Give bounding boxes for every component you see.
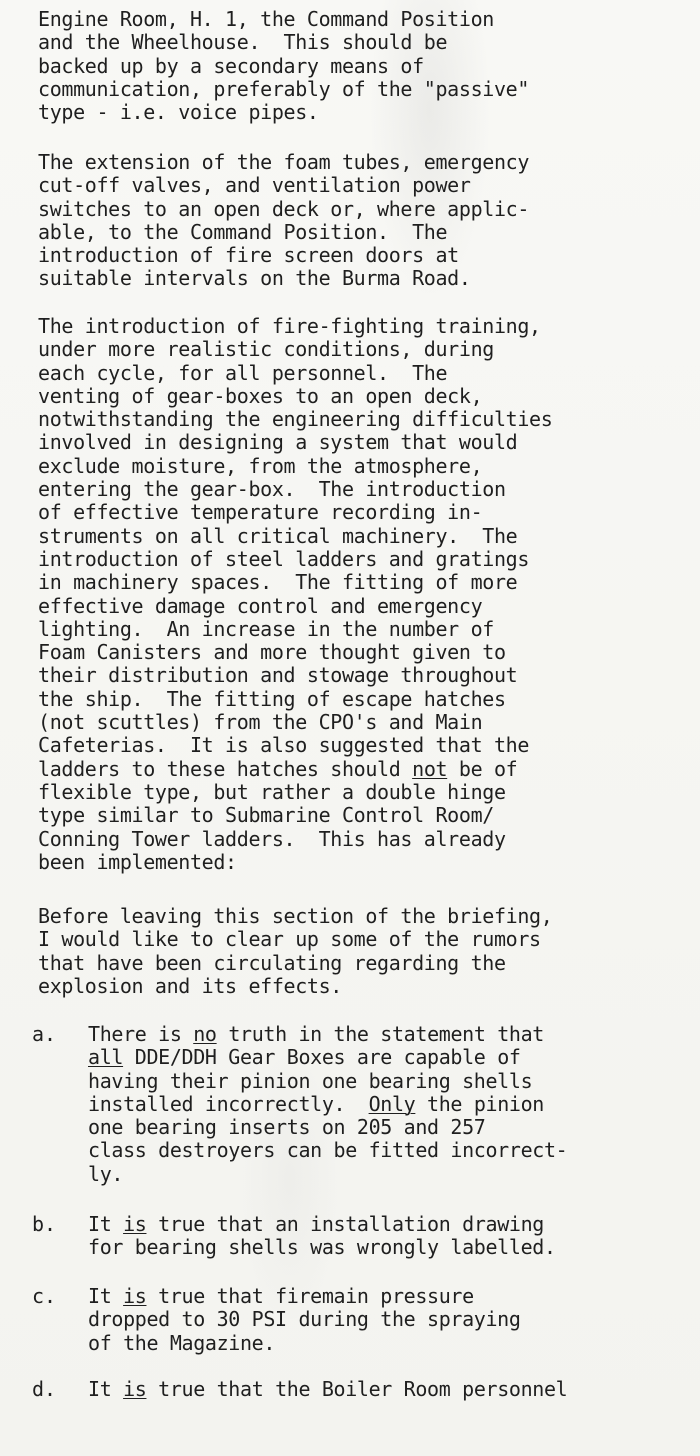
text-line: able, to the Command Position. The	[38, 219, 448, 244]
text-line: involved in designing a system that would	[38, 430, 518, 455]
text-line: communication, preferably of the "passive"	[38, 76, 530, 101]
text-line: struments on all critical machinery. The	[38, 523, 518, 548]
list-marker: b.	[32, 1212, 57, 1236]
list-item-body	[88, 1213, 688, 1260]
text-line: suitable intervals on the Burma Road.	[38, 266, 471, 291]
text-line-underlined: It is true that an installation drawing	[88, 1212, 544, 1236]
text-line: Cafeterias. It is also suggested that the	[38, 733, 530, 758]
text-line: introduction of steel ladders and gratings	[38, 546, 530, 571]
text-line: (not scuttles) from the CPO's and Main	[38, 710, 483, 735]
text-line: type - i.e. voice pipes.	[38, 100, 319, 125]
text-line: and the Wheelhouse. This should be	[38, 30, 448, 55]
text-line: under more realistic conditions, during	[38, 337, 494, 362]
text-line: notwithstanding the engineering difficulties	[38, 407, 553, 432]
text-line: The extension of the foam tubes, emergency	[38, 150, 530, 174]
text-line-underlined: ladders to these hatches should not be of	[38, 756, 518, 781]
text-line-underlined: It is true that the Boiler Room personnel	[88, 1377, 568, 1401]
text-line: switches to an open deck or, where applic-	[38, 196, 530, 221]
text-line: having their pinion one bearing shells	[88, 1068, 533, 1093]
text-line: Before leaving this section of the briefing,	[38, 904, 553, 928]
text-line: their distribution and stowage throughout	[38, 663, 518, 688]
list-item-body	[88, 1285, 688, 1355]
text-line: exclude moisture, from the atmosphere,	[38, 453, 483, 478]
text-line: type similar to Submarine Control Room/	[38, 803, 494, 828]
list-item-body	[88, 1378, 688, 1401]
paragraph-rumors	[38, 905, 678, 998]
text-line: lighting. An increase in the number of	[38, 616, 494, 641]
text-line-underlined: It is true that firemain pressure	[88, 1284, 474, 1308]
paragraph-fire-fighting	[38, 315, 678, 874]
text-line: of effective temperature recording in-	[38, 500, 483, 525]
text-line: introduction of fire screen doors at	[38, 243, 459, 268]
text-line: explosion and its effects.	[38, 973, 342, 998]
list-marker: a.	[32, 1022, 57, 1046]
text-line: cut-off valves, and ventilation power	[38, 173, 471, 198]
text-line: The introduction of fire-fighting training,	[38, 314, 541, 338]
text-line: I would like to clear up some of the rumors	[38, 927, 541, 952]
text-line-underlined: installed incorrectly. Only the pinion	[88, 1091, 544, 1116]
text-line: Conning Tower ladders. This has already	[38, 826, 506, 851]
list-item-body	[88, 1023, 688, 1186]
text-line: for bearing shells was wrongly labelled.	[88, 1235, 556, 1260]
text-line: Foam Canisters and more thought given to	[38, 640, 506, 665]
text-line: each cycle, for all personnel. The	[38, 360, 448, 385]
text-line: entering the gear-box. The introduction	[38, 477, 506, 502]
list-marker: d.	[32, 1377, 57, 1401]
text-line: backed up by a secondary means of	[38, 53, 424, 78]
text-line: in machinery spaces. The fitting of more	[38, 570, 518, 595]
text-line: dropped to 30 PSI during the spraying	[88, 1307, 521, 1332]
text-line: flexible type, but rather a double hinge	[38, 779, 506, 804]
text-line: Engine Room, H. 1, the Command Position	[38, 7, 494, 31]
list-marker: c.	[32, 1284, 57, 1308]
paragraph-foam-tubes	[38, 151, 678, 291]
text-line: venting of gear-boxes to an open deck,	[38, 383, 483, 408]
text-line: that have been circulating regarding the	[38, 950, 506, 975]
text-line: ly.	[88, 1161, 124, 1186]
text-line: the ship. The fitting of escape hatches	[38, 686, 506, 711]
paragraph-communication	[38, 8, 678, 124]
text-line: been implemented:	[38, 849, 237, 874]
text-line-underlined: There is no truth in the statement that	[88, 1022, 544, 1046]
text-line: class destroyers can be fitted incorrect-	[88, 1138, 568, 1163]
text-line: effective damage control and emergency	[38, 593, 483, 618]
text-line-underlined: all DDE/DDH Gear Boxes are capable of	[88, 1045, 521, 1070]
text-line: one bearing inserts on 205 and 257	[88, 1115, 486, 1140]
text-line: of the Magazine.	[88, 1330, 276, 1355]
